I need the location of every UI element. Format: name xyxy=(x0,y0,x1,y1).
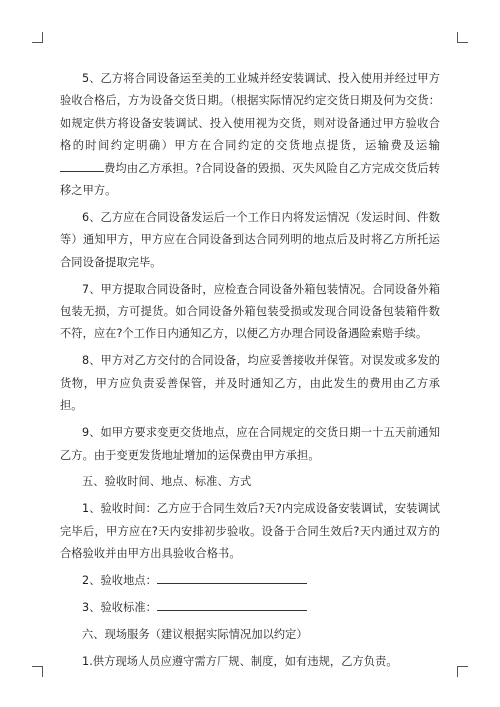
document-body xyxy=(60,68,440,678)
paragraph-clause-5 xyxy=(60,68,440,202)
paragraph-clause-7: 7、甲方提取合同设备时，应检查合同设备外箱包装情况。合同设备外箱包装无损，方可提货。如合同设备外箱包装受损或发现合同设备包装箱件数不符，应在?个工作日内通知乙方，以便乙方办理合同设备遇险索赔手续。 xyxy=(60,282,440,341)
clause-5-text-start: 5、乙方将合同设备运至美的工业城并经安装调试、投入使用并经过甲方验收合格后，方为设备交货日期。（根据实际情况约定交货日期及何为交货：如规定供方将设备安装调试、投入使用视为交货，则对设备通过甲方验收合格的时间约定明确）甲方在合同约定的交货地点提货，运输费及运输 xyxy=(60,72,440,153)
acceptance-location-label: 2、验收地点： xyxy=(82,574,157,588)
crop-mark-top-left xyxy=(32,32,43,43)
acceptance-standard-blank xyxy=(157,598,307,611)
acceptance-standard-label: 3、验收标准： xyxy=(82,600,157,614)
crop-mark-bottom-right xyxy=(457,666,468,677)
paragraph-acceptance-location xyxy=(60,570,440,592)
paragraph-acceptance-standard xyxy=(60,597,440,619)
paragraph-acceptance-time: 1、验收时间：乙方应于合同生效后?天?内完成设备安装调试，安装调试完毕后，甲方应在?天内安排初步验收。设备于合同生效后?天内通过双方的合格验收并由甲方出具验收合格书。 xyxy=(60,502,440,561)
crop-mark-top-right xyxy=(457,32,468,43)
clause-5-text-end: 费均由乙方承担。?合同设备的毁损、灭失风险自乙方完成交货后转移之甲方。 xyxy=(60,161,440,198)
paragraph-onsite-service-1: 1.供方现场人员应遵守需方厂规、制度，如有违规，乙方负责。 xyxy=(82,654,398,668)
paragraph-clause-9: 9、如甲方要求变更交货地点，应在合同规定的交货日期一十五天前通知乙方。由于变更发货地址增加的运保费由甲方承担。 xyxy=(60,426,440,462)
section-6-heading: 六、现场服务（建议根据实际情况加以约定） xyxy=(82,627,308,641)
section-5-heading: 五、验收时间、地点、标准、方式 xyxy=(82,475,252,489)
crop-mark-bottom-left xyxy=(32,666,43,677)
paragraph-clause-8: 8、甲方对乙方交付的合同设备，均应妥善接收并保管。对误发或多发的货物，甲方应负责妥善保管，并及时通知乙方，由此发生的费用由乙方承担。 xyxy=(60,354,440,413)
transport-fee-blank xyxy=(60,159,104,172)
acceptance-location-blank xyxy=(157,571,307,584)
paragraph-clause-6: 6、乙方应在合同设备发运后一个工作日内将发运情况（发运时间、件数等）通知甲方，甲方应在合同设备到达合同列明的地点后及时将乙方所托运合同设备提取完毕。 xyxy=(60,210,440,269)
